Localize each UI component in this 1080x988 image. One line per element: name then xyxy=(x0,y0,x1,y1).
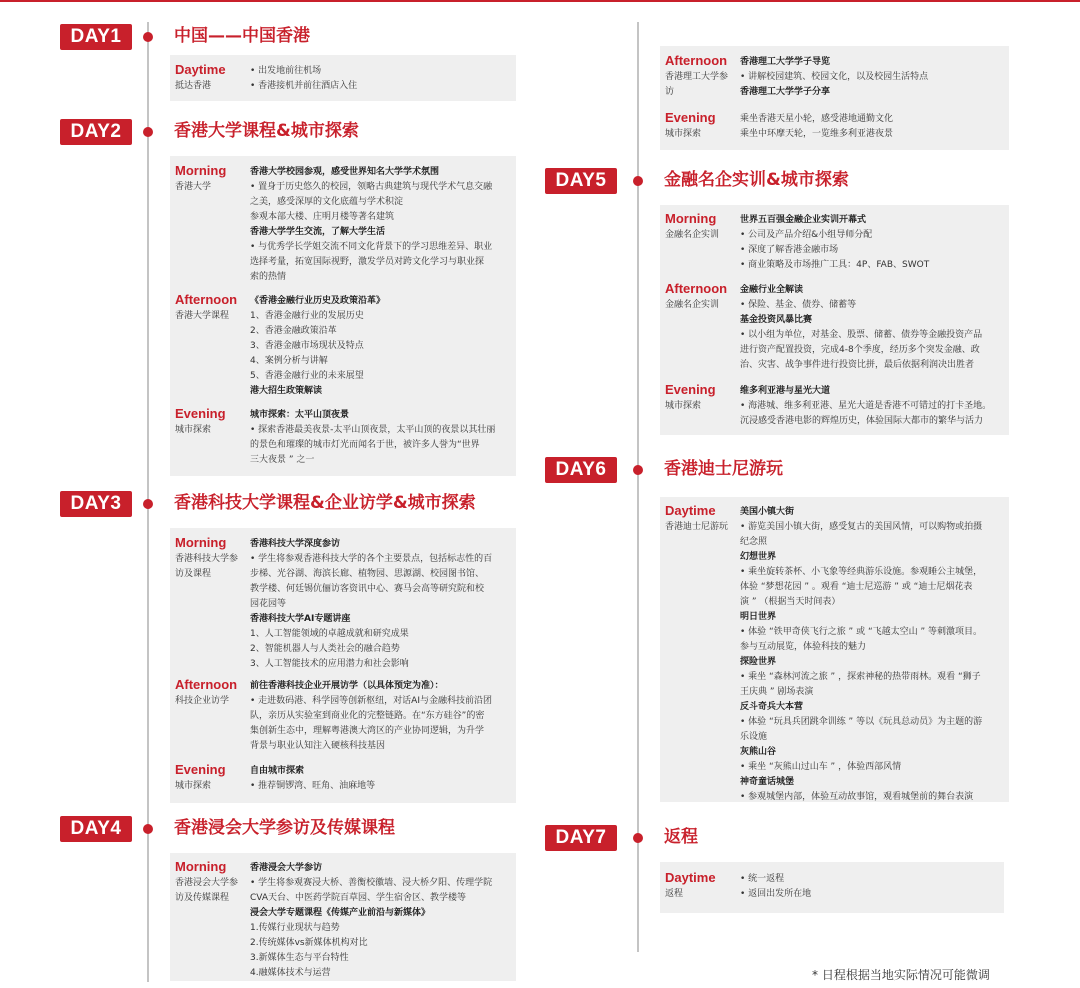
activity-heading: 香港浸会大学参访 xyxy=(250,863,323,873)
activity-line: 参与互动展览，体验科技的魅力 xyxy=(740,642,867,652)
activity-heading: 金融行业全解读 xyxy=(740,285,804,295)
day3-title: 香港科技大学课程&企业访学&城市探索 xyxy=(174,493,476,513)
activity-heading: 《香港金融行业历史及政策沿革》 xyxy=(250,296,386,306)
day7-timeline-dot xyxy=(633,833,643,843)
section-lines xyxy=(250,64,511,94)
activity-line: 索的热情 xyxy=(250,272,287,282)
activity-line: • 出发地前往机场 xyxy=(250,64,511,79)
day3-morning-section xyxy=(175,536,511,676)
activity-line: 队，亲历从实验室到商业化的完整链路。在“东方硅谷”的密 xyxy=(250,711,485,721)
section-location: 城市探索 xyxy=(175,781,212,791)
section-lines xyxy=(250,679,511,754)
section-lines xyxy=(250,294,511,399)
activity-line: • 体验 “玩具兵团跳伞训练 ” 等以《玩具总动员》为主题的游 xyxy=(740,715,1004,730)
activity-line: • 推荐铜锣湾、旺角、油麻地等 xyxy=(250,779,511,794)
activity-line: 背景与职业认知注入硬核科技基因 xyxy=(250,741,386,751)
activity-line: 乐设施 xyxy=(740,732,768,742)
activity-line: 之美，感受深厚的文化底蕴与学术积淀 xyxy=(250,197,404,207)
activity-heading: 城市探索：太平山顶夜景 xyxy=(250,410,350,420)
activity-line: 乘坐香港天星小轮，感受港地通勤文化 xyxy=(740,114,894,124)
section-name: Daytime xyxy=(175,62,226,77)
activity-line: • 乘坐 “森林河流之旅 ” ，探索神秘的热带雨林。观看 “狮子 xyxy=(740,670,1004,685)
activity-line: 2、香港金融政策沿革 xyxy=(250,326,337,336)
activity-heading: 探险世界 xyxy=(740,657,777,667)
section-location: 科技企业访学 xyxy=(175,696,230,706)
day6-schedule-box xyxy=(660,497,1009,802)
day2-title: 香港大学课程&城市探索 xyxy=(174,121,359,141)
activity-line: • 置身于历史悠久的校园，领略古典建筑与现代学术气息交融 xyxy=(250,180,511,195)
activity-line: 1、人工智能领域的卓越成就和研究成果 xyxy=(250,629,409,639)
activity-line: • 游览美国小镇大街，感受复古的美国风情，可以购物或拍摄 xyxy=(740,520,1004,535)
activity-line: 参观本部大楼、庄明月楼等著名建筑 xyxy=(250,212,395,222)
section-name: Afternoon xyxy=(665,53,728,68)
day4-title: 香港浸会大学参访及传媒课程 xyxy=(174,818,395,838)
day5-evening-section xyxy=(665,383,1004,431)
activity-line: • 走进数码港、科学园等创新枢纽，对话AI与金融科技前沿团 xyxy=(250,694,511,709)
day2-afternoon-section xyxy=(175,293,511,403)
activity-line: 4、案例分析与讲解 xyxy=(250,356,328,366)
activity-line: • 统一返程 xyxy=(740,872,999,887)
day7-schedule-box xyxy=(660,862,1004,913)
day5-afternoon-section xyxy=(665,282,1004,376)
section-location: 金融名企实训 xyxy=(665,230,720,240)
day3-badge: DAY3 xyxy=(60,491,132,517)
activity-line: • 参观城堡内部，体验互动故事馆，观看城堡前的舞台表演 xyxy=(740,790,1004,805)
activity-line: 集创新生态中，理解粤港澳大湾区的产业协同逻辑，为升学 xyxy=(250,726,485,736)
activity-heading: 神奇童话城堡 xyxy=(740,777,795,787)
activity-line: • 深度了解香港金融市场 xyxy=(740,243,1004,258)
activity-line: 选择考量，拓宽国际视野，激发学员对跨文化学习与职业探 xyxy=(250,257,485,267)
day6-timeline-dot xyxy=(633,465,643,475)
activity-line: • 学生将参观赛浸大桥、善衡校徽墙、浸大桥夕阳、传理学院 xyxy=(250,876,511,891)
activity-line: 1.传媒行业现状与趋势 xyxy=(250,923,340,933)
section-lines xyxy=(740,55,1004,100)
section-location: 香港理工大学参访 xyxy=(665,72,729,97)
activity-line: • 体验 “铁甲奇侠飞行之旅 ” 或 “飞越太空山 ” 等刺激项目。 xyxy=(740,625,1004,640)
section-name: Morning xyxy=(175,163,227,178)
activity-line: 3.新媒体生态与平台特性 xyxy=(250,953,349,963)
section-lines xyxy=(250,537,511,672)
day7-daytime-section xyxy=(665,871,999,907)
activity-line: • 商业策略及市场推广工具：4P、FAB、SWOT xyxy=(740,258,1004,273)
activity-line: • 乘坐旋转茶杯、小飞象等经典游乐设施。参观睡公主城堡， xyxy=(740,565,1004,580)
day4-timeline-dot xyxy=(143,824,153,834)
section-location: 返程 xyxy=(665,889,684,899)
day5-title: 金融名企实训&城市探索 xyxy=(664,170,849,190)
day4-schedule-box xyxy=(170,853,516,981)
activity-line: • 学生将参观香港科技大学的各个主要景点，包括标志性的百 xyxy=(250,552,511,567)
activity-heading: 幻想世界 xyxy=(740,552,777,562)
section-location: 抵达香港 xyxy=(175,81,212,91)
section-location: 城市探索 xyxy=(665,401,702,411)
section-lines xyxy=(740,505,1004,805)
section-lines xyxy=(740,112,1004,142)
day7-badge: DAY7 xyxy=(545,825,617,851)
day4-continued-box xyxy=(660,46,1009,150)
activity-line: 纪念照 xyxy=(740,537,768,547)
activity-line: • 以小组为单位，对基金、股票、储蓄、债券等金融投资产品 xyxy=(740,328,1004,343)
activity-heading: 香港理工大学学子分享 xyxy=(740,87,831,97)
activity-line: 体验 “梦想花园 ” 。观看 “迪士尼巡游 ” 或 “迪士尼烟花表 xyxy=(740,582,973,592)
activity-line: • 探索香港最美夜景-太平山顶夜景，太平山顶的夜景以其壮丽 xyxy=(250,423,511,438)
activity-line: CVA天台、中医药学院百草园、学生宿舍区、教学楼等 xyxy=(250,893,467,903)
section-name: Morning xyxy=(175,859,227,874)
activity-line: 步梯、光谷湖、海滨长廊、植物园、思源湖、校园图书馆、 xyxy=(250,569,485,579)
day5-badge: DAY5 xyxy=(545,168,617,194)
section-location: 香港大学 xyxy=(175,182,212,192)
activity-line: • 海港城、维多利亚港、星光大道是香港不可错过的打卡圣地。 xyxy=(740,399,1004,414)
activity-line: • 公司及产品介绍&小组导师分配 xyxy=(740,228,1004,243)
activity-heading: 前往香港科技企业开展访学（以具体预定为准）： xyxy=(250,681,444,691)
section-lines xyxy=(250,764,511,794)
section-location: 香港迪士尼游玩 xyxy=(665,522,729,532)
activity-line: 4.融媒体技术与运营 xyxy=(250,968,331,978)
activity-line: 王庆典 ” 剧场表演 xyxy=(740,687,814,697)
day3-afternoon-section xyxy=(175,678,511,758)
activity-heading: 基金投资风暴比赛 xyxy=(740,315,813,325)
section-location: 金融名企实训 xyxy=(665,300,720,310)
day2-morning-section xyxy=(175,164,511,288)
activity-heading: 香港大学校园参观，感受世界知名大学学术氛围 xyxy=(250,167,440,177)
day7-title: 返程 xyxy=(664,827,698,847)
day2-schedule-box xyxy=(170,156,516,476)
section-location: 香港浸会大学参访及传媒课程 xyxy=(175,878,239,903)
activity-line: 3、人工智能技术的应用潜力和社会影响 xyxy=(250,659,409,669)
day1-daytime-section xyxy=(175,63,511,95)
section-name: Evening xyxy=(665,110,716,125)
day5-timeline-dot xyxy=(633,176,643,186)
activity-heading: 明日世界 xyxy=(740,612,777,622)
section-lines xyxy=(740,872,999,902)
section-name: Daytime xyxy=(665,503,716,518)
activity-heading: 灰熊山谷 xyxy=(740,747,777,757)
activity-line: 乘坐中环摩天轮，一览维多利亚港夜景 xyxy=(740,129,894,139)
section-name: Evening xyxy=(175,406,226,421)
section-lines xyxy=(740,384,1004,429)
activity-line: • 香港接机并前往酒店入住 xyxy=(250,79,511,94)
activity-line: 沉浸感受香港电影的辉煌历史，体验国际大都市的繁华与活力 xyxy=(740,416,984,426)
day1-schedule-box xyxy=(170,55,516,101)
activity-heading: 世界五百强金融企业实训开幕式 xyxy=(740,215,867,225)
top-accent-line xyxy=(0,0,1080,2)
day2-evening-section xyxy=(175,407,511,471)
day3-timeline-dot xyxy=(143,499,153,509)
activity-heading: 自由城市探索 xyxy=(250,766,305,776)
activity-heading: 香港大学学生交流，了解大学生活 xyxy=(250,227,386,237)
day4-evening-section xyxy=(665,111,1004,146)
section-name: Afternoon xyxy=(665,281,728,296)
schedule-footnote: * 日程根据当地实际情况可能微调 xyxy=(812,968,990,982)
section-name: Morning xyxy=(175,535,227,550)
day3-schedule-box xyxy=(170,528,516,803)
day6-title: 香港迪士尼游玩 xyxy=(664,459,783,479)
day2-timeline-dot xyxy=(143,127,153,137)
section-lines xyxy=(250,861,511,981)
activity-line: 5、香港金融行业的未来展望 xyxy=(250,371,364,381)
section-name: Evening xyxy=(175,762,226,777)
day1-badge: DAY1 xyxy=(60,24,132,50)
activity-line: 治、灾害、战争事件进行投资比拼，最后依据利润决出胜者 xyxy=(740,360,975,370)
activity-line: 三大夜景 ” 之一 xyxy=(250,455,315,465)
activity-line: • 讲解校园建筑、校园文化，以及校园生活特点 xyxy=(740,70,1004,85)
activity-line: 进行资产配置投资，完成4-8个季度，经历多个突发金融、政 xyxy=(740,345,980,355)
day5-schedule-box xyxy=(660,205,1009,435)
section-lines xyxy=(250,408,511,468)
activity-line: 教学楼、何廷锡伉俪访客资讯中心、赛马会高等研究院和校 xyxy=(250,584,485,594)
activity-heading: 港大招生政策解读 xyxy=(250,386,323,396)
section-lines xyxy=(740,213,1004,273)
day4-badge: DAY4 xyxy=(60,816,132,842)
day5-morning-section xyxy=(665,212,1004,276)
section-name: Morning xyxy=(665,211,717,226)
activity-heading: 反斗奇兵大本营 xyxy=(740,702,804,712)
activity-line: 的景色和璀璨的城市灯光而闻名于世，被许多人誉为“世界 xyxy=(250,440,480,450)
activity-line: 1、香港金融行业的发展历史 xyxy=(250,311,364,321)
right-timeline xyxy=(637,22,639,952)
section-lines xyxy=(250,165,511,285)
activity-heading: 浸会大学专题课程《传媒产业前沿与新媒体》 xyxy=(250,908,431,918)
section-location: 香港科技大学参访及课程 xyxy=(175,554,239,579)
day1-timeline-dot xyxy=(143,32,153,42)
activity-heading: 香港科技大学AI专题讲座 xyxy=(250,614,351,624)
section-name: Afternoon xyxy=(175,677,238,692)
day2-badge: DAY2 xyxy=(60,119,132,145)
activity-line: • 保险、基金、债券、储蓄等 xyxy=(740,298,1004,313)
activity-line: • 与优秀学长学姐交流不同文化背景下的学习思维差异、职业 xyxy=(250,240,511,255)
activity-line: 演 ” （根据当天时间表） xyxy=(740,597,841,607)
activity-line: 2.传统媒体vs新媒体机构对比 xyxy=(250,938,368,948)
activity-heading: 香港理工大学学子导览 xyxy=(740,57,831,67)
activity-line: • 乘坐 “灰熊山过山车 ” ，体验西部风情 xyxy=(740,760,1004,775)
day3-evening-section xyxy=(175,763,511,798)
section-location: 城市探索 xyxy=(175,425,212,435)
section-name: Evening xyxy=(665,382,716,397)
activity-heading: 香港科技大学深度参访 xyxy=(250,539,341,549)
section-location: 香港大学课程 xyxy=(175,311,230,321)
activity-line: 3、香港金融市场现状及特点 xyxy=(250,341,364,351)
section-name: Afternoon xyxy=(175,292,238,307)
activity-line: 园花园等 xyxy=(250,599,287,609)
activity-line: 2、智能机器人与人类社会的融合趋势 xyxy=(250,644,400,654)
section-location: 城市探索 xyxy=(665,129,702,139)
day4-morning-section xyxy=(175,860,511,980)
day4-afternoon-section xyxy=(665,54,1004,102)
day1-title: 中国——中国香港 xyxy=(174,26,310,46)
activity-heading: 维多利亚港与星光大道 xyxy=(740,386,831,396)
day6-daytime-section xyxy=(665,503,1004,802)
section-lines xyxy=(740,283,1004,373)
activity-line: • 返回出发所在地 xyxy=(740,887,999,902)
day6-badge: DAY6 xyxy=(545,457,617,483)
activity-heading: 美国小镇大街 xyxy=(740,507,795,517)
section-name: Daytime xyxy=(665,870,716,885)
